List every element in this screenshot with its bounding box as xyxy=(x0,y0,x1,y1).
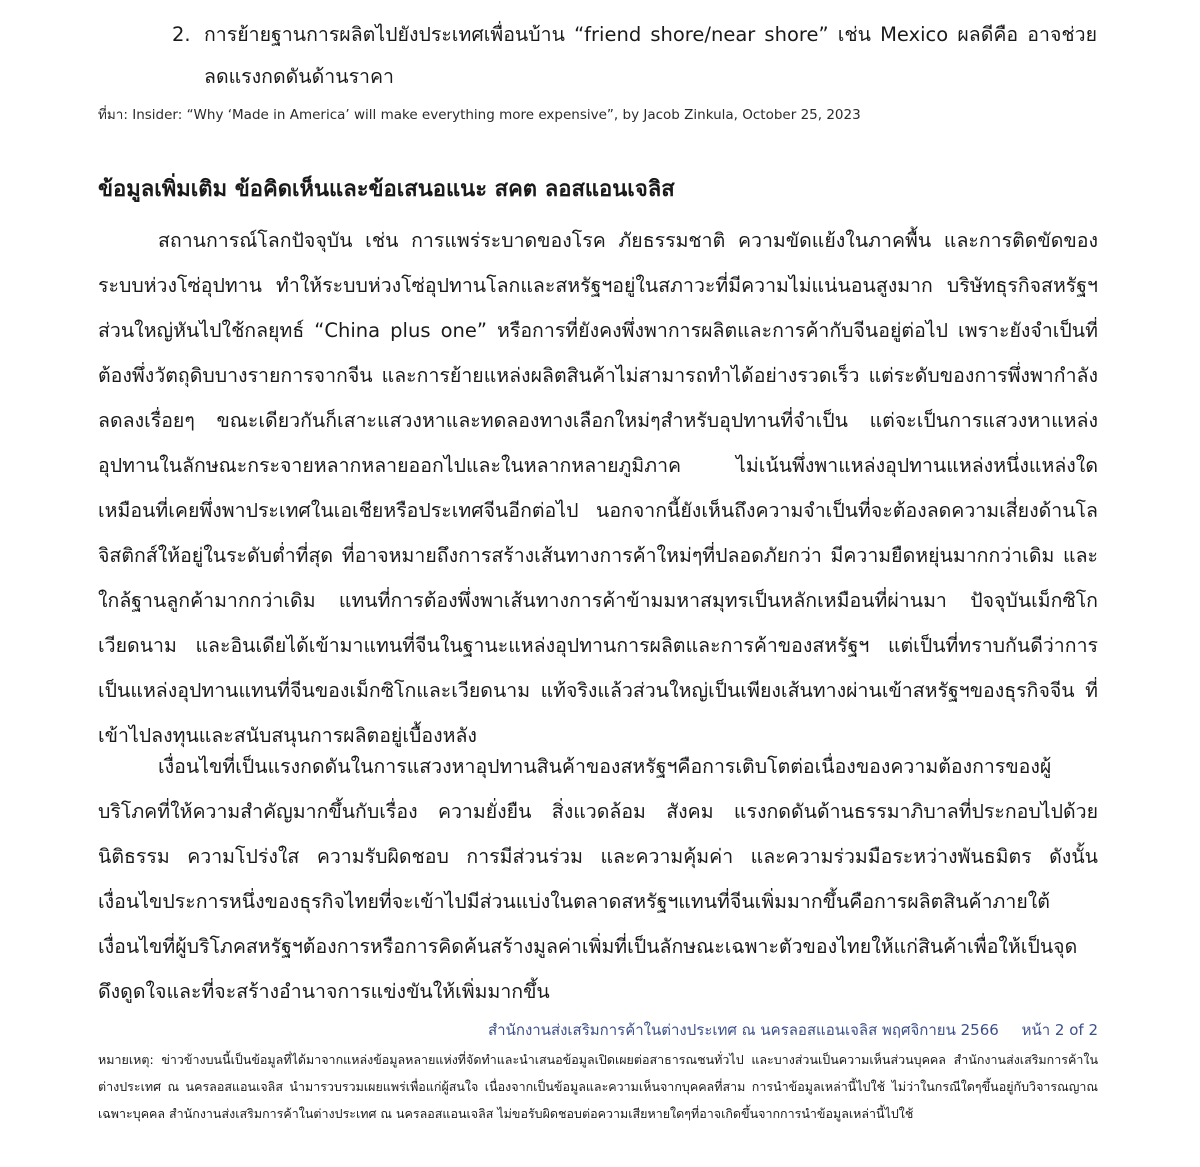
footer-office: สำนักงานส่งเสริมการค้าในต่างประเทศ ณ นครลอสแอนเจลิส พฤศจิกายน 2566 xyxy=(488,1021,999,1039)
body-paragraph: เงื่อนไขที่เป็นแรงกดดันในการแสวงหาอุปทานสินค้าของสหรัฐฯคือการเติบโตต่อเนื่องของความต้องการของผู้บริโภคที่ให้ความสำคัญมากขึ้นกับเรื่อง ความยั่งยืน สิ่งแวดล้อม สังคม แรงกดดันด้านธรรมาภิบาลที่ประกอบไปด้วย นิติธรรม ความโปร่งใส ความรับผิดชอบ การมีส่วนร่วม และความคุ้มค่า และความร่วมมือระหว่างพันธมิตร ดังนั้น เงื่อนไขประการหนึ่งของธุรกิจไทยที่จะเข้าไปมีส่วนแบ่งในตลาดสหรัฐฯแทนที่จีนเพิ่มมากขึ้นคือการผลิตสินค้าภายใต้เงื่อนไขที่ผู้บริโภคสหรัฐฯต้องการหรือการคิดค้นสร้างมูลค่าเพิ่มที่เป็นลักษณะเฉพาะตัวของไทยให้แก่สินค้าเพื่อให้เป็นจุดดึงดูดใจและที่จะสร้างอำนาจการแข่งขันให้เพิ่มมากขึ้น xyxy=(98,755,1098,1003)
section-heading: ข้อมูลเพิ่มเติม ข้อคิดเห็นและข้อเสนอแนะ สคต ลอสแอนเจลิส xyxy=(98,177,675,202)
source-citation: ที่มา: Insider: “Why ‘Made in America’ will make everything more expensive”, by Jacob Zinkula, October 25, 2023 xyxy=(98,107,861,123)
body-paragraph: สถานการณ์โลกปัจจุบัน เช่น การแพร่ระบาดของโรค ภัยธรรมชาติ ความขัดแย้งในภาคพื้น และการติดขัดของระบบห่วงโซ่อุปทาน ทำให้ระบบห่วงโซ่อุปทานโลกและสหรัฐฯอยู่ในสภาวะที่มีความไม่แน่นอนสูงมาก บริษัทธุรกิจสหรัฐฯส่วนใหญ่หันไปใช้กลยุทธ์ “China plus one” หรือการที่ยังคงพึ่งพาการผลิตและการค้ากับจีนอยู่ต่อไป เพราะยังจำเป็นที่ต้องพึ่งวัตถุดิบบางรายการจากจีน และการย้ายแหล่งผลิตสินค้าไม่สามารถทำได้อย่างรวดเร็ว แต่ระดับของการพึ่งพากำลังลดลงเรื่อยๆ ขณะเดียวกันก็เสาะแสวงหาและทดลองทางเลือกใหม่ๆสำหรับอุปทานที่จำเป็น แต่จะเป็นการแสวงหาแหล่งอุปทานในลักษณะกระจายหลากหลายออกไปและในหลากหลายภูมิภาค ไม่เน้นพึ่งพาแหล่งอุปทานแหล่งหนึ่งแหล่งใดเหมือนที่เคยพึ่งพาประเทศในเอเชียหรือประเทศจีนอีกต่อไป นอกจากนี้ยังเห็นถึงความจำเป็นที่จะต้องลดความเสี่ยงด้านโลจิสติกส์ให้อยู่ในระดับต่ำที่สุด ที่อาจหมายถึงการสร้างเส้นทางการค้าใหม่ๆที่ปลอดภัยกว่า มีความยืดหยุ่นมากกว่าเดิม และใกล้ฐานลูกค้ามากกว่าเดิม แทนที่การต้องพึ่งพาเส้นทางการค้าข้ามมหาสมุทรเป็นหลักเหมือนที่ผ่านมา ปัจจุบันเม็กซิโก เวียดนาม และอินเดียได้เข้ามาแทนที่จีนในฐานะแหล่งอุปทานการผลิตและการค้าของสหรัฐฯ แต่เป็นที่ทราบกันดีว่าการเป็นแหล่งอุปทานแทนที่จีนของเม็กซิโกและเวียดนาม แท้จริงแล้วส่วนใหญ่เป็นเพียงเส้นทางผ่านเข้าสหรัฐฯของธุรกิจจีน ที่เข้าไปลงทุนและสนับสนุนการผลิตอยู่เบื้องหลัง xyxy=(98,229,1098,747)
disclaimer-note: หมายเหตุ: ข่าวข้างบนนี้เป็นข้อมูลที่ได้มาจากแหล่งข้อมูลหลายแห่งที่จัดทำและนำเสนอข้อมูลเปิดเผยต่อสาธารณชนทั่วไป และบางส่วนเป็นความเห็นส่วนบุคคล สำนักงานส่งเสริมการค้าในต่างประเทศ ณ นครลอสแอนเจลิส นำมารวบรวมเผยแพร่เพื่อแก่ผู้สนใจ เนื่องจากเป็นข้อมูลและความเห็นจากบุคคลที่สาม การนำข้อมูลเหล่านี้ไปใช้ ไม่ว่าในกรณีใดๆขึ้นอยู่กับวิจารณญาณเฉพาะบุคคล สำนักงานส่งเสริมการค้าในต่างประเทศ ณ นครลอสแอนเจลิส ไม่ขอรับผิดชอบต่อความเสียหายใดๆที่อาจเกิดขึ้นจากการนำข้อมูลเหล่านี้ไปใช้ xyxy=(98,1052,1098,1121)
page-number: หน้า 2 of 2 xyxy=(1021,1021,1098,1039)
numbered-list-item xyxy=(172,14,1097,98)
page-footer xyxy=(98,1018,1098,1042)
list-item-number: 2. xyxy=(172,23,191,46)
list-item-text: การย้ายฐานการผลิตไปยังประเทศเพื่อนบ้าน “friend shore/near shore” เช่น Mexico ผลดีคือ อาจช่วยลดแรงกดดันด้านราคา xyxy=(204,23,1097,88)
